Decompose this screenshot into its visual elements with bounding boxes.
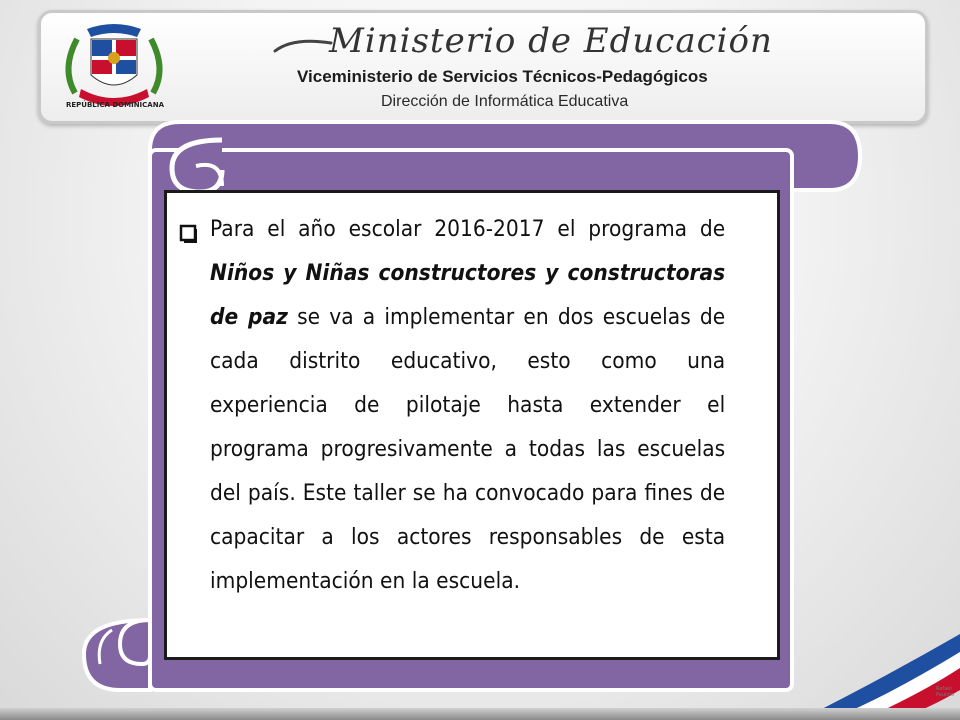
seal-caption: REPÚBLICA DOMINICANA: [65, 101, 164, 109]
program-name: Niños y Niñas constructores y constructoras de paz: [210, 261, 726, 330]
department-name: Dirección de Informática Educativa: [381, 93, 629, 110]
paragraph-text-after: se va a implementar en dos escuelas de cada distrito educativo, esto como una experiencia de pilotaje hasta extender el programa progresivamente a todas las escuelas del país. Este taller se ha convocado para fines de capacitar a los actores responsables de esta implementación en la escuela.: [210, 305, 726, 594]
author-note-line: Rafael: [936, 686, 952, 692]
author-note: [936, 686, 954, 698]
vice-ministry-subtitle: Viceministerio de Servicios Técnicos-Pedagógicos: [297, 67, 708, 86]
author-note-line: Paulino: [936, 692, 955, 698]
footer-bar: [0, 708, 960, 720]
ministry-title: Ministerio de Educación: [329, 21, 773, 61]
paragraph-text-before: Para el año escolar 2016-2017 el programa de: [210, 217, 726, 242]
